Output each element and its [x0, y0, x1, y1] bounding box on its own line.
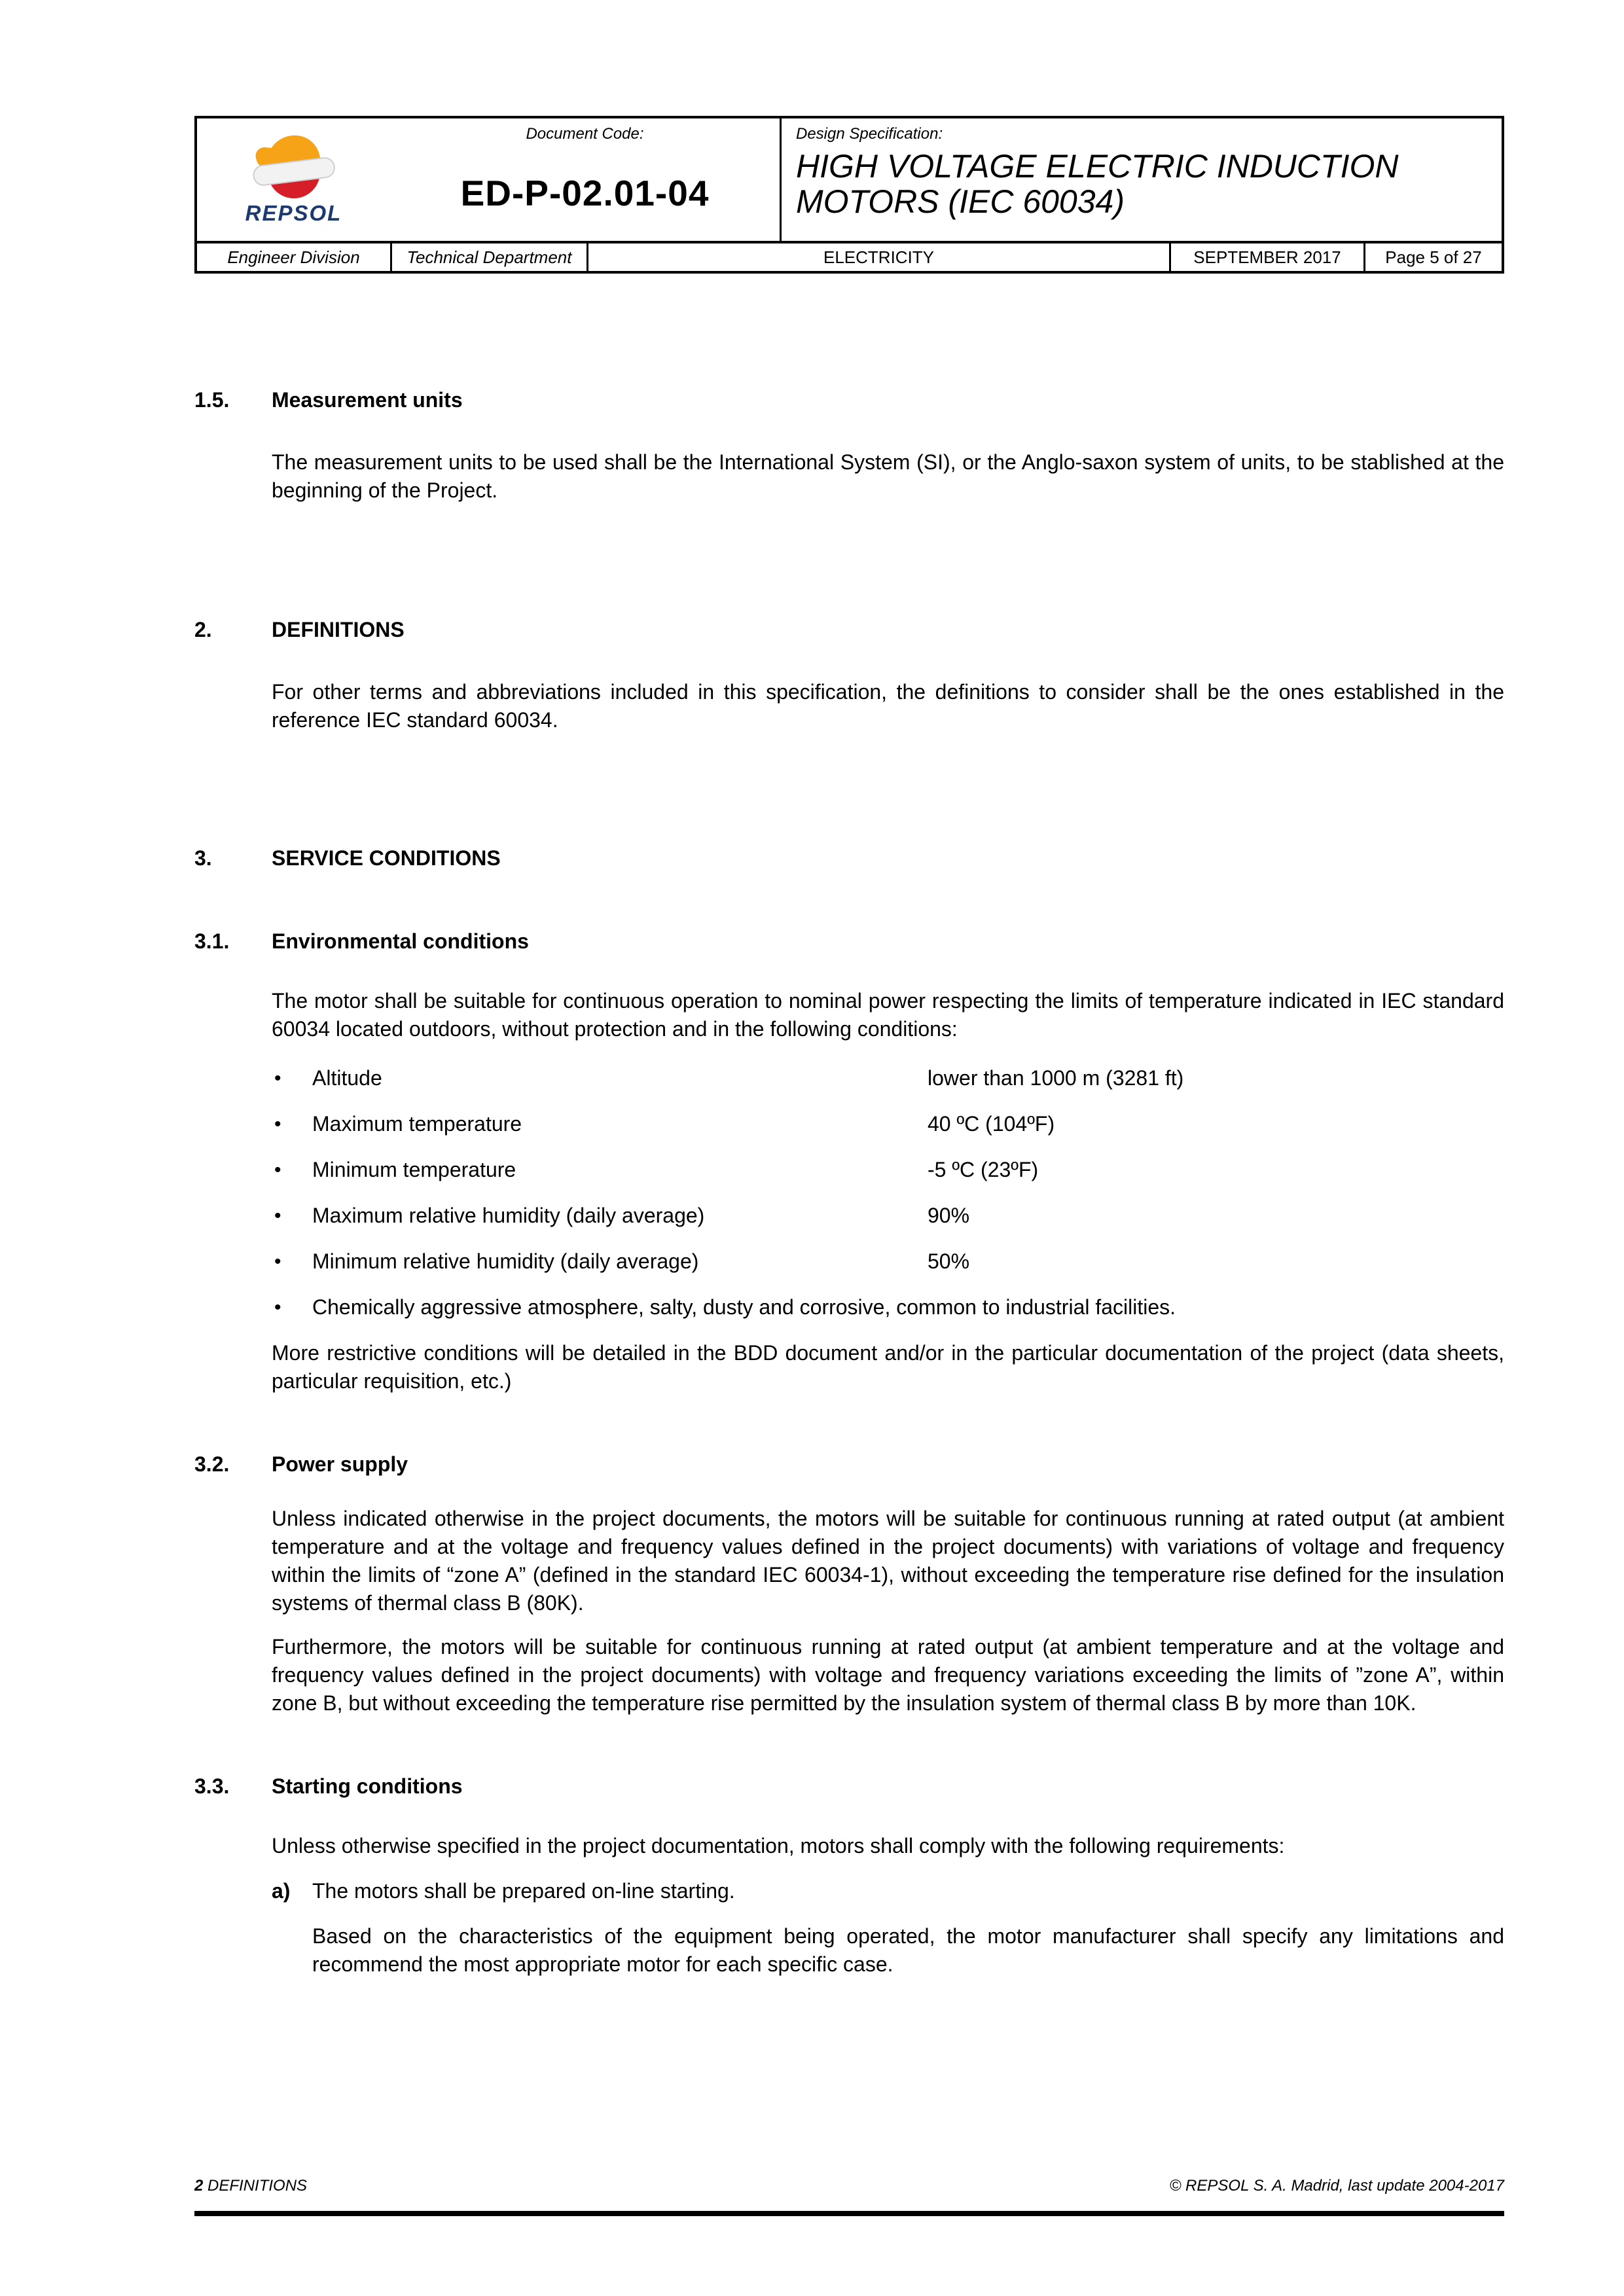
list-item-a	[272, 1877, 1504, 1905]
bullet-icon: •	[274, 1251, 281, 1272]
list-item-value: 40 ºC (104ºF)	[928, 1112, 1055, 1136]
paragraph: The motor shall be suitable for continuous operation to nominal power respecting the limits of temperature indicated in IEC standard 60034 located outdoors, without protection and in the following conditions:	[272, 989, 1504, 1041]
meta-discipline: ELECTRICITY	[586, 243, 1169, 271]
list-item-label: Maximum temperature	[312, 1112, 522, 1136]
list-item-a-marker: a)	[272, 1879, 291, 1903]
bullet-icon: •	[274, 1113, 281, 1135]
footer-divider	[194, 2211, 1504, 2216]
paragraph: Furthermore, the motors will be suitable for continuous running at rated output (at ambient temperature and at the voltage and frequency values defined in the project documents) with voltage and frequency variations exceeding the limits of ”zone A”, within zone B, but without exceeding the temperature rise permitted by the insulation system of thermal class B by more than 10K.	[272, 1635, 1504, 1715]
section-number: 1.5.	[194, 388, 230, 412]
design-spec-cell	[780, 118, 1502, 241]
list-item	[194, 1247, 1504, 1276]
section-number: 3.2.	[194, 1452, 230, 1476]
list-item-label: Altitude	[312, 1066, 382, 1090]
section-title: Power supply	[272, 1452, 408, 1476]
paragraph: More restrictive conditions will be detailed in the BDD document and/or in the particular documentation of the project (data sheets, particular requisition, etc.)	[272, 1341, 1504, 1393]
bullet-icon: •	[274, 1067, 281, 1089]
document-body	[194, 274, 1504, 1979]
document-title: HIGH VOLTAGE ELECTRIC INDUCTION MOTORS (IEC 60034)	[796, 148, 1399, 220]
section-title: Starting conditions	[272, 1774, 463, 1798]
header-table	[194, 116, 1504, 274]
page-footer	[194, 2177, 1504, 2195]
meta-department: Technical Department	[390, 243, 586, 271]
section-heading-3	[194, 844, 1504, 872]
list-item-a-text: The motors shall be prepared on-line starting.	[312, 1879, 735, 1903]
logo-cell	[197, 118, 390, 241]
paragraph: For other terms and abbreviations included in this specification, the definitions to consider shall be the ones established in the reference IEC standard 60034.	[272, 680, 1504, 732]
list-item-value: lower than 1000 m (3281 ft)	[928, 1066, 1184, 1090]
list-item	[194, 1110, 1504, 1138]
list-item	[194, 1156, 1504, 1184]
list-item-label: Maximum relative humidity (daily average)	[312, 1204, 705, 1227]
list-item	[194, 1064, 1504, 1092]
section-heading-2	[194, 616, 1504, 644]
paragraph: Based on the characteristics of the equipment being operated, the motor manufacturer shall specify any limitations and recommend the most appropriate motor for each specific case.	[312, 1924, 1504, 1976]
design-spec-label: Design Specification:	[796, 125, 943, 143]
bullet-icon: •	[274, 1159, 281, 1181]
paragraph: Unless indicated otherwise in the project documents, the motors will be suitable for continuous running at rated output (at ambient temperature and at the voltage and frequency values defined in the project documents) with variations of voltage and frequency within the limits of “zone A” (defined in the standard IEC 60034-1), without exceeding the temperature rise defined for the insulation systems of thermal class B (80K).	[272, 1507, 1504, 1615]
header-meta-row	[197, 241, 1502, 271]
section-number: 2.	[194, 618, 212, 641]
list-item-value: -5 ºC (23ºF)	[928, 1158, 1039, 1181]
meta-division: Engineer Division	[227, 247, 360, 267]
footer-section-number: 2	[194, 2177, 204, 2195]
section-heading-3-2	[194, 1450, 1504, 1479]
footer-copyright: © REPSOL S. A. Madrid, last update 2004-2017	[1169, 2177, 1504, 2195]
section-title: Measurement units	[272, 388, 463, 412]
section-title: SERVICE CONDITIONS	[272, 846, 501, 870]
list-item	[194, 1293, 1504, 1321]
list-item-value: 90%	[928, 1204, 970, 1227]
paragraph: Unless otherwise specified in the project documentation, motors shall comply with the following requirements:	[272, 1834, 1285, 1857]
repsol-wordmark: REPSOL	[245, 201, 342, 225]
section-heading-1-5	[194, 386, 1504, 414]
section-title: Environmental conditions	[272, 929, 529, 953]
section-title: DEFINITIONS	[272, 618, 405, 641]
list-item-label: Minimum relative humidity (daily average)	[312, 1249, 699, 1273]
section-heading-3-1	[194, 927, 1504, 956]
environmental-conditions-list	[194, 1064, 1504, 1321]
bullet-icon: •	[274, 1205, 281, 1227]
footer-section-reference	[194, 2177, 307, 2195]
section-heading-3-3	[194, 1772, 1504, 1801]
document-code-value: ED-P-02.01-04	[460, 173, 710, 213]
paragraph: The measurement units to be used shall be the International System (SI), or the Anglo-saxon system of units, to be stablished at the beginning of the Project.	[272, 450, 1504, 502]
document-code-label: Document Code:	[526, 125, 644, 143]
list-item	[194, 1202, 1504, 1230]
meta-page-number: Page 5 of 27	[1363, 243, 1502, 271]
list-item-value: 50%	[928, 1249, 970, 1273]
section-number: 3.3.	[194, 1774, 230, 1798]
repsol-logo-icon	[248, 132, 340, 200]
section-number: 3.1.	[194, 929, 230, 953]
header-top-row	[197, 118, 1502, 241]
section-number: 3.	[194, 846, 212, 870]
list-item-label: Chemically aggressive atmosphere, salty, dusty and corrosive, common to industrial facilities.	[312, 1295, 1176, 1319]
list-item-label: Minimum temperature	[312, 1158, 516, 1181]
footer-section-name: DEFINITIONS	[203, 2177, 308, 2195]
meta-date: SEPTEMBER 2017	[1169, 243, 1363, 271]
document-code-cell	[390, 118, 780, 241]
bullet-icon: •	[274, 1297, 281, 1318]
